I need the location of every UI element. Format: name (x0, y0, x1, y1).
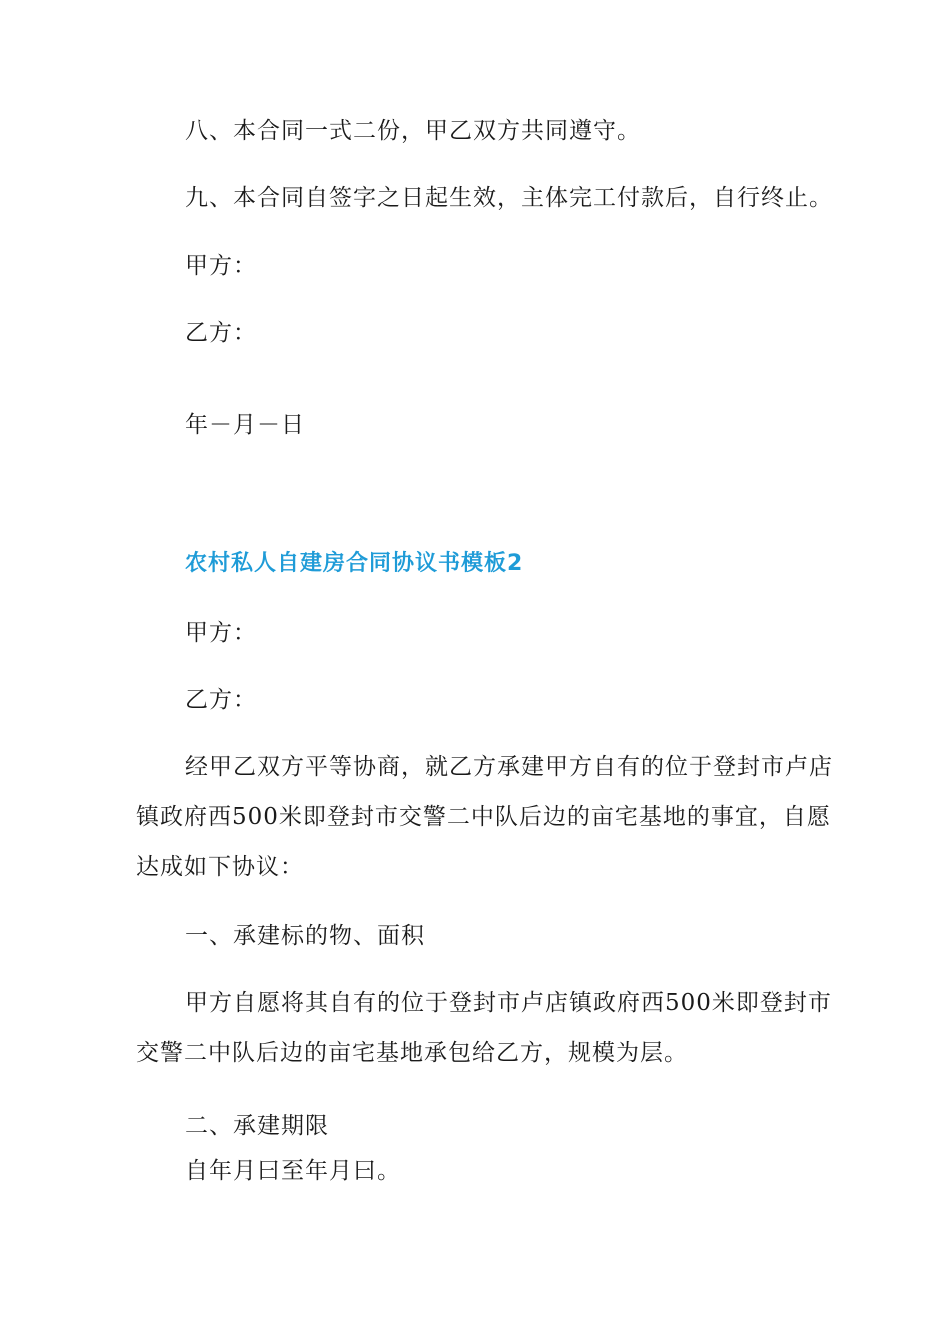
clause-9: 九、本合同自签字之日起生效，主体完工付款后，自行终止。 (185, 185, 833, 211)
section-1-title: 一、承建标的物、面积 (185, 923, 425, 949)
party-a-label: 甲方： (185, 253, 257, 279)
section-2-paragraph-line-1: 自年月曰至年月曰。 (185, 1158, 401, 1184)
section-heading: 农村私人自建房合同协议书模板2 (185, 551, 524, 576)
clause-8: 八、本合同一式二份，甲乙双方共同遵守。 (185, 118, 641, 144)
intro-paragraph-line-2: 镇政府西500米即登封市交警二中队后边的亩宅基地的事宜，自愿 (136, 804, 831, 830)
section-1-paragraph-line-1: 甲方自愿将其自有的位于登封市卢店镇政府西500米即登封市 (185, 990, 832, 1016)
party-b-label-2: 乙方： (185, 687, 257, 713)
party-b-label: 乙方： (185, 320, 257, 346)
intro-paragraph-line-1: 经甲乙双方平等协商，就乙方承建甲方自有的位于登封市卢店 (185, 754, 833, 780)
section-1-paragraph-line-2: 交警二中队后边的亩宅基地承包给乙方，规模为层。 (136, 1040, 688, 1066)
date-line: 年－月－日 (185, 412, 305, 438)
section-2-title: 二、承建期限 (185, 1113, 329, 1139)
party-a-label-2: 甲方： (185, 620, 257, 646)
intro-paragraph-line-3: 达成如下协议： (136, 854, 304, 880)
